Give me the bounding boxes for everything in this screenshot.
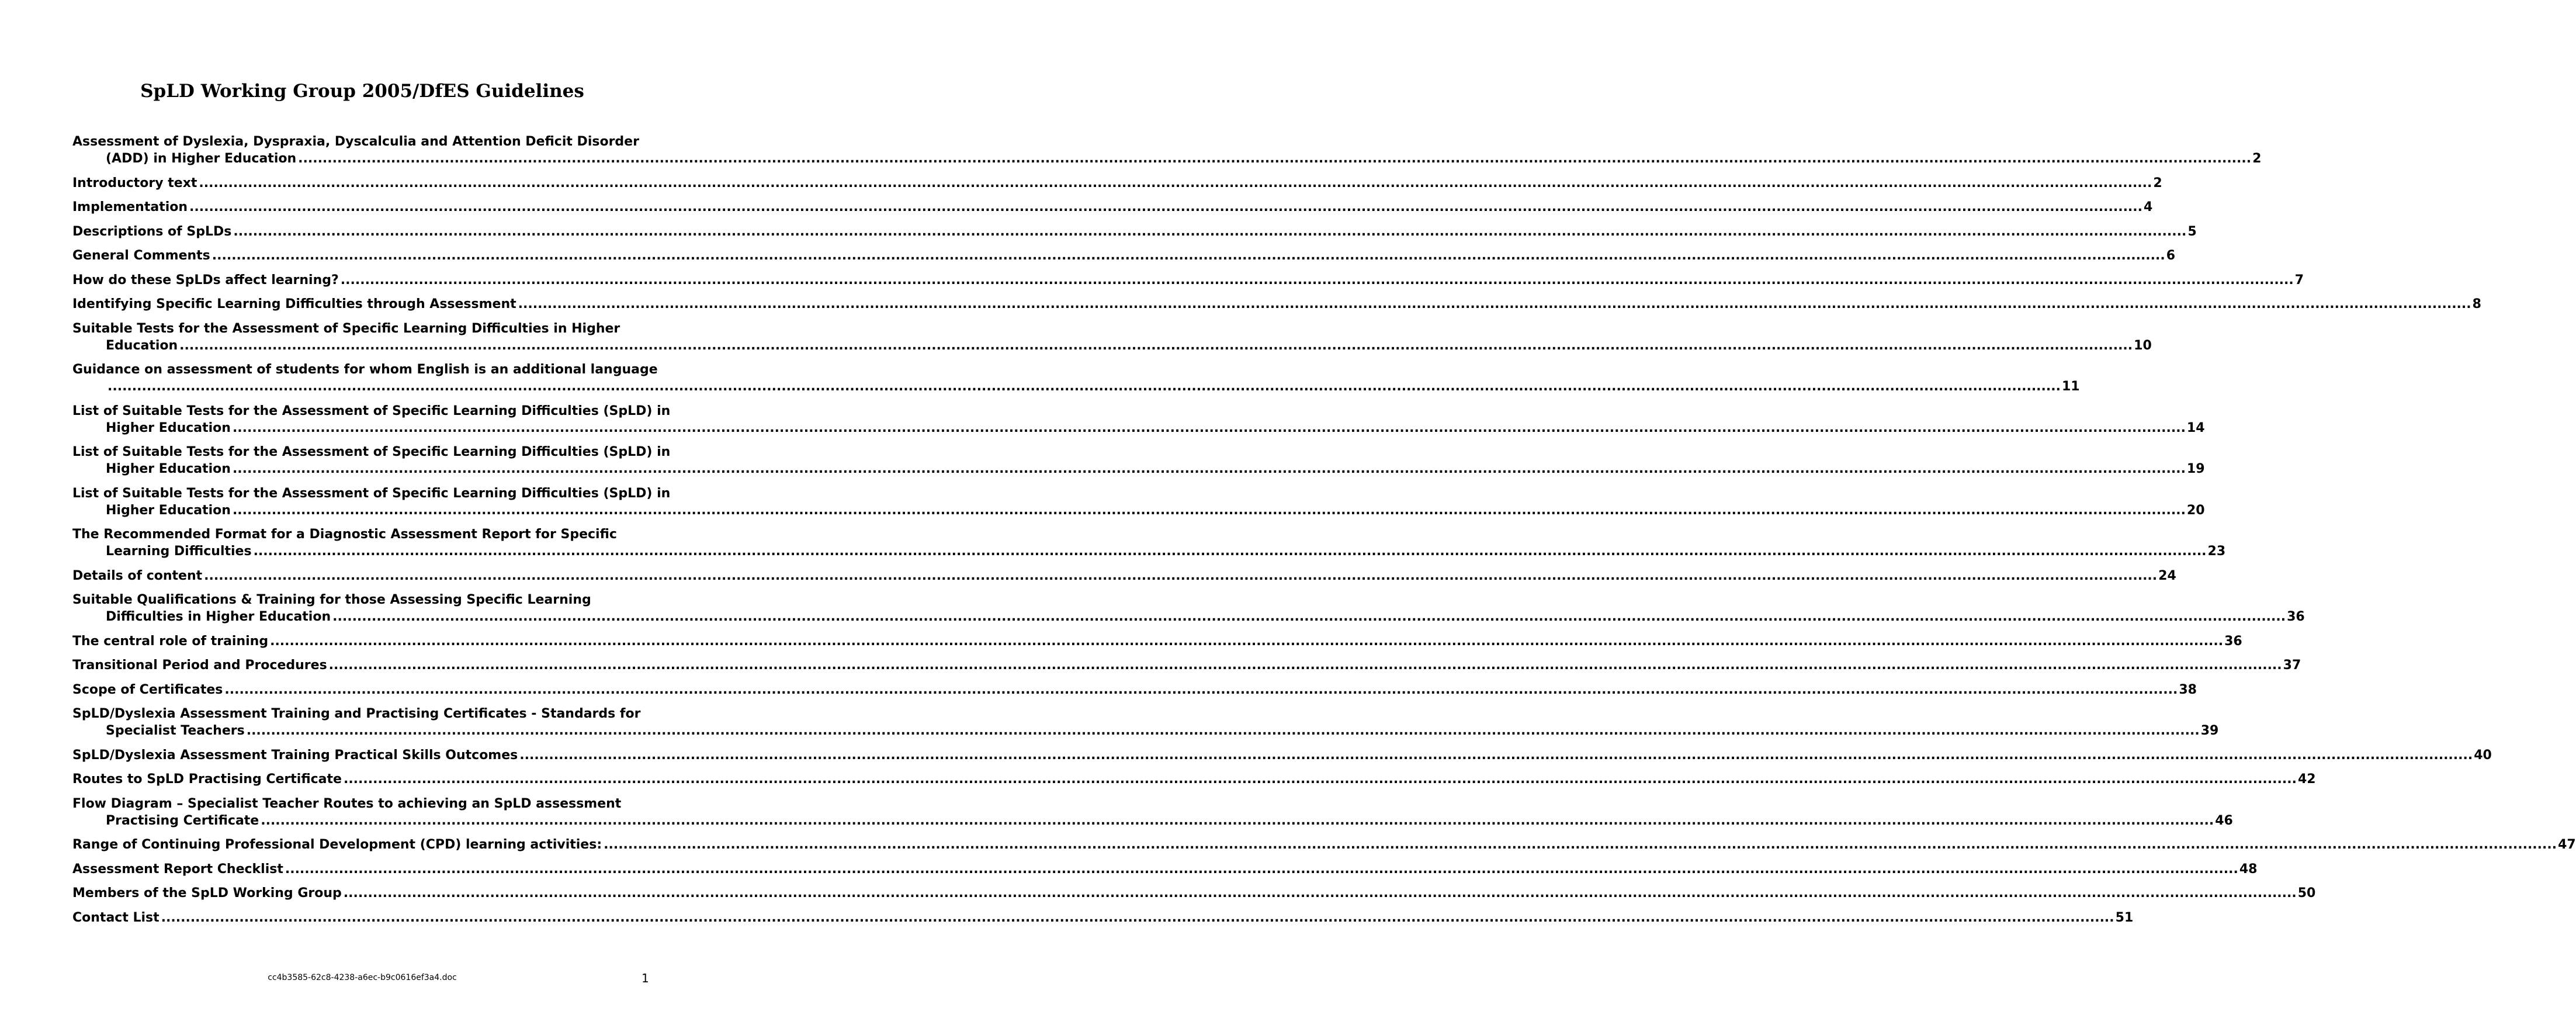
toc-entry[interactable] xyxy=(72,296,2481,313)
toc-entry-title: Learning Difficulties xyxy=(106,544,252,559)
toc-entry-line xyxy=(72,296,2481,313)
table-of-contents xyxy=(72,133,2576,933)
toc-entry-title: Higher Education xyxy=(106,420,231,435)
toc-entry-line xyxy=(72,608,2305,625)
toc-page-number: 36 xyxy=(2287,610,2305,624)
toc-entry-line xyxy=(72,378,2080,395)
toc-entry[interactable] xyxy=(72,567,2176,584)
toc-entry-title: Contact List xyxy=(72,910,160,925)
toc-entry-line xyxy=(72,420,2205,437)
toc-entry-title: The central role of training xyxy=(72,633,269,649)
toc-entry[interactable] xyxy=(72,320,2152,354)
toc-entry-title: Identifying Specific Learning Difficulties through Assessment xyxy=(72,297,516,311)
toc-dot-leader: ................................................................................................................................................................................................................................................................................................................................................................................................................ xyxy=(246,723,2200,738)
toc-entry[interactable] xyxy=(72,909,2134,926)
toc-page-number: 24 xyxy=(2158,568,2176,583)
toc-entry-line xyxy=(72,543,2226,560)
toc-entry-line xyxy=(72,722,2219,739)
toc-entry-line xyxy=(72,460,2205,477)
footer-filename: cc4b3585-62c8-4238-a6ec-b9c0616ef3a4.doc xyxy=(268,973,457,982)
toc-dot-leader: ................................................................................................................................................................................................................................................................................................................................................................................................................ xyxy=(224,682,2178,697)
toc-entry-line xyxy=(72,836,2576,853)
toc-entry-title-line: List of Suitable Tests for the Assessment of Specific Learning Difficulties (SpLD) in xyxy=(72,445,671,459)
toc-entry-line xyxy=(72,567,2176,584)
toc-entry[interactable] xyxy=(72,633,2242,650)
toc-entry-title: Implementation xyxy=(72,200,188,214)
toc-entry-title-line: Guidance on assessment of students for whom English is an additional language xyxy=(72,362,658,377)
toc-page-number: 14 xyxy=(2186,420,2205,435)
toc-entry-title: Specialist Teachers xyxy=(106,723,245,738)
toc-entry-title-line: SpLD/Dyslexia Assessment Training and Practising Certificates - Standards for xyxy=(72,707,641,721)
toc-page-number: 38 xyxy=(2179,682,2197,697)
toc-page-number: 39 xyxy=(2200,723,2219,738)
toc-entry-title: Assessment Report Checklist xyxy=(72,861,283,877)
toc-dot-leader: ................................................................................................................................................................................................................................................................................................................................................................................................................ xyxy=(161,910,2114,925)
toc-entry-title: Routes to SpLD Practising Certificate xyxy=(72,772,342,787)
toc-dot-leader: ................................................................................................................................................................................................................................................................................................................................................................................................................ xyxy=(108,379,2061,394)
toc-page-number: 8 xyxy=(2472,297,2481,311)
toc-page-number: 5 xyxy=(2187,224,2197,239)
toc-page-number: 2 xyxy=(2252,151,2262,166)
toc-dot-leader: ................................................................................................................................................................................................................................................................................................................................................................................................................ xyxy=(199,175,2152,191)
toc-entry-line xyxy=(72,223,2197,240)
toc-entry-title: How do these SpLDs affect learning? xyxy=(72,272,339,288)
toc-page-number: 6 xyxy=(2166,248,2176,263)
toc-dot-leader: ................................................................................................................................................................................................................................................................................................................................................................................................................ xyxy=(253,544,2207,559)
toc-entry-line xyxy=(72,861,2258,878)
toc-entry-line xyxy=(72,337,2152,354)
toc-entry-title: Practising Certificate xyxy=(106,813,259,828)
toc-entry-line xyxy=(72,657,2301,674)
toc-dot-leader: ................................................................................................................................................................................................................................................................................................................................................................................................................ xyxy=(261,813,2214,828)
toc-dot-leader: ................................................................................................................................................................................................................................................................................................................................................................................................................ xyxy=(604,837,2557,852)
toc-entry-line xyxy=(72,150,2262,167)
toc-dot-leader: ................................................................................................................................................................................................................................................................................................................................................................................................................ xyxy=(233,224,2187,239)
toc-entry[interactable] xyxy=(72,836,2576,853)
toc-entry-line xyxy=(72,909,2134,926)
toc-entry-title-line: List of Suitable Tests for the Assessment of Specific Learning Difficulties (SpLD) in xyxy=(72,486,671,501)
toc-entry-title-line: Suitable Tests for the Assessment of Specific Learning Difficulties in Higher xyxy=(72,321,620,336)
toc-page-number: 4 xyxy=(2144,200,2153,214)
toc-dot-leader: ................................................................................................................................................................................................................................................................................................................................................................................................................ xyxy=(328,658,2282,673)
toc-entry-line xyxy=(72,681,2197,698)
toc-dot-leader: ................................................................................................................................................................................................................................................................................................................................................................................................................ xyxy=(232,503,2186,518)
toc-entry[interactable] xyxy=(72,705,2219,739)
toc-page-number: 20 xyxy=(2186,503,2205,518)
toc-dot-leader: ................................................................................................................................................................................................................................................................................................................................................................................................................ xyxy=(285,861,2238,877)
toc-entry[interactable] xyxy=(72,223,2197,240)
toc-dot-leader: ................................................................................................................................................................................................................................................................................................................................................................................................................ xyxy=(332,610,2286,624)
toc-entry[interactable] xyxy=(72,175,2162,192)
toc-entry-title: Higher Education xyxy=(106,503,231,518)
toc-entry[interactable] xyxy=(72,247,2176,264)
toc-entry[interactable] xyxy=(72,795,2233,829)
toc-entry-title: General Comments xyxy=(72,248,210,263)
toc-dot-leader: ................................................................................................................................................................................................................................................................................................................................................................................................................ xyxy=(518,297,2471,311)
toc-entry-title: (ADD) in Higher Education xyxy=(106,151,297,166)
toc-page-number: 7 xyxy=(2294,272,2304,288)
toc-page-number: 2 xyxy=(2153,175,2162,191)
toc-entry-title-line: List of Suitable Tests for the Assessment of Specific Learning Difficulties (SpLD) in xyxy=(72,403,671,418)
toc-page-number: 36 xyxy=(2224,633,2242,649)
toc-page-number: 51 xyxy=(2115,910,2134,925)
toc-entry[interactable] xyxy=(72,361,2080,395)
toc-entry-title-line: Suitable Qualifications & Training for those Assessing Specific Learning xyxy=(72,593,591,607)
toc-entry-line xyxy=(72,502,2205,519)
toc-page-number: 46 xyxy=(2215,813,2233,828)
toc-entry-line xyxy=(72,771,2316,788)
toc-entry-title: Education xyxy=(106,338,178,353)
toc-entry-line xyxy=(72,885,2316,902)
toc-entry-title: Introductory text xyxy=(72,175,197,191)
toc-entry-title: Difficulties in Higher Education xyxy=(106,610,331,624)
toc-entry[interactable] xyxy=(72,747,2492,764)
toc-entry[interactable] xyxy=(72,657,2301,674)
toc-entry[interactable] xyxy=(72,771,2316,788)
toc-entry-line xyxy=(72,812,2233,829)
toc-dot-leader: ................................................................................................................................................................................................................................................................................................................................................................................................................ xyxy=(179,338,2133,353)
toc-entry-title: SpLD/Dyslexia Assessment Training Practical Skills Outcomes xyxy=(72,747,518,763)
toc-entry-line xyxy=(72,747,2492,764)
toc-entry[interactable] xyxy=(72,591,2305,625)
toc-page-number: 23 xyxy=(2207,544,2226,559)
toc-entry-title-line: Flow Diagram – Specialist Teacher Routes to achieving an SpLD assessment xyxy=(72,796,622,811)
toc-dot-leader: ................................................................................................................................................................................................................................................................................................................................................................................................................ xyxy=(519,747,2473,763)
toc-entry-title: Scope of Certificates xyxy=(72,682,223,697)
toc-entry-line xyxy=(72,199,2153,216)
toc-entry-title-line: Assessment of Dyslexia, Dyspraxia, Dyscalculia and Attention Deficit Disorder xyxy=(72,134,639,149)
toc-dot-leader: ................................................................................................................................................................................................................................................................................................................................................................................................................ xyxy=(298,151,2252,166)
toc-entry[interactable] xyxy=(72,272,2304,289)
toc-entry[interactable] xyxy=(72,403,2205,437)
toc-page-number: 40 xyxy=(2474,747,2492,763)
toc-entry-line xyxy=(72,175,2162,192)
toc-dot-leader: ................................................................................................................................................................................................................................................................................................................................................................................................................ xyxy=(232,420,2186,435)
toc-entry[interactable] xyxy=(72,199,2153,216)
toc-dot-leader: ................................................................................................................................................................................................................................................................................................................................................................................................................ xyxy=(212,248,2165,263)
toc-page-number: 11 xyxy=(2061,379,2080,394)
toc-dot-leader: ................................................................................................................................................................................................................................................................................................................................................................................................................ xyxy=(204,568,2158,583)
toc-entry-title: Descriptions of SpLDs xyxy=(72,224,232,239)
toc-entry-title-line: The Recommended Format for a Diagnostic Assessment Report for Specific xyxy=(72,527,617,542)
toc-dot-leader: ................................................................................................................................................................................................................................................................................................................................................................................................................ xyxy=(270,633,2224,649)
toc-entry[interactable] xyxy=(72,485,2205,519)
toc-entry-title: Members of the SpLD Working Group xyxy=(72,886,342,901)
toc-entry-title: Transitional Period and Procedures xyxy=(72,658,327,673)
toc-page-number: 42 xyxy=(2297,772,2316,787)
toc-entry[interactable] xyxy=(72,885,2316,902)
toc-entry-title: Details of content xyxy=(72,568,203,583)
toc-entry[interactable] xyxy=(72,681,2197,698)
page-title: SpLD Working Group 2005/DfES Guidelines xyxy=(140,81,584,102)
toc-page-number: 19 xyxy=(2186,462,2205,476)
toc-entry-title: Range of Continuing Professional Development (CPD) learning activities: xyxy=(72,837,602,852)
toc-entry[interactable] xyxy=(72,861,2258,878)
toc-entry-line xyxy=(72,272,2304,289)
toc-dot-leader: ................................................................................................................................................................................................................................................................................................................................................................................................................ xyxy=(189,200,2142,214)
toc-dot-leader: ................................................................................................................................................................................................................................................................................................................................................................................................................ xyxy=(232,462,2186,476)
toc-page-number: 48 xyxy=(2239,861,2258,877)
footer-page-number: 1 xyxy=(642,971,649,985)
toc-entry[interactable] xyxy=(72,133,2262,167)
toc-dot-leader: ................................................................................................................................................................................................................................................................................................................................................................................................................ xyxy=(343,886,2297,901)
toc-entry-title: Higher Education xyxy=(106,462,231,476)
toc-entry[interactable] xyxy=(72,526,2226,560)
toc-page-number: 37 xyxy=(2283,658,2301,673)
toc-dot-leader: ................................................................................................................................................................................................................................................................................................................................................................................................................ xyxy=(343,772,2297,787)
toc-page-number: 50 xyxy=(2297,886,2316,901)
toc-entry-line xyxy=(72,247,2176,264)
toc-dot-leader: ................................................................................................................................................................................................................................................................................................................................................................................................................ xyxy=(340,272,2294,288)
toc-page-number: 47 xyxy=(2558,837,2576,852)
toc-entry-line xyxy=(72,633,2242,650)
toc-entry[interactable] xyxy=(72,444,2205,477)
toc-page-number: 10 xyxy=(2134,338,2152,353)
